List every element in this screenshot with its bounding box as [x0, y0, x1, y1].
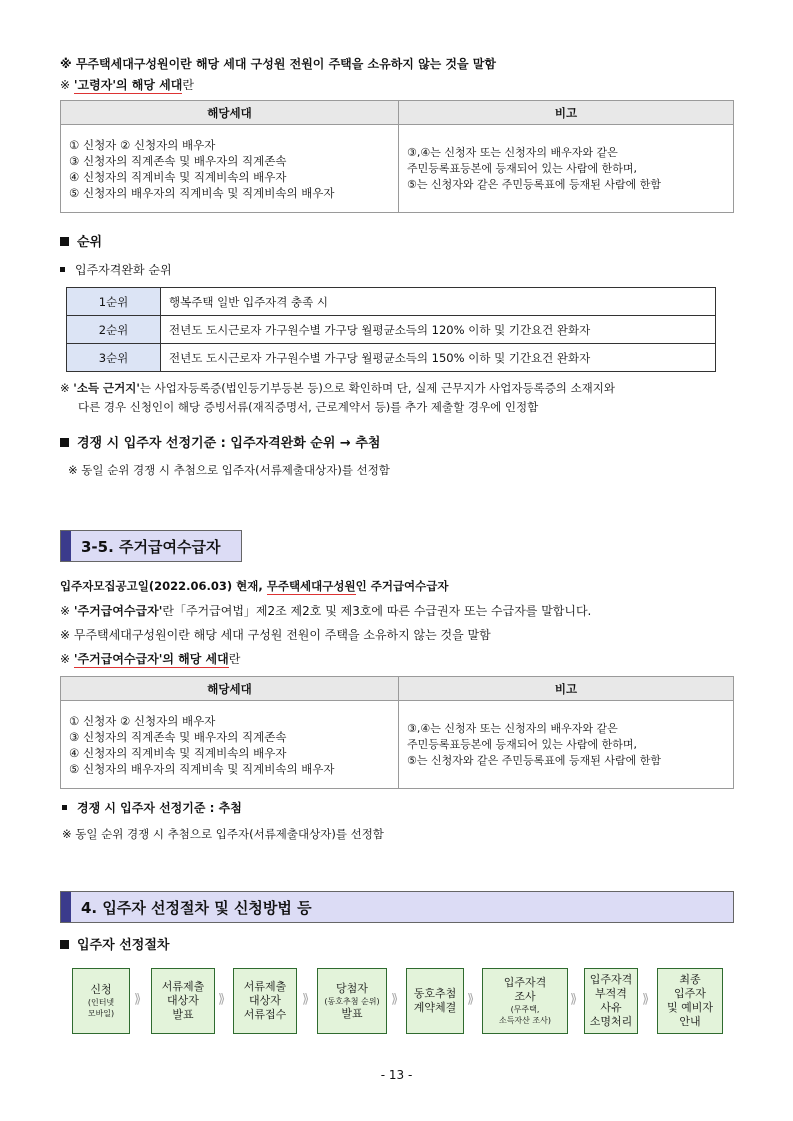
- household-line: ⑤ 신청자의 배우자의 직계비속 및 직계비속의 배우자: [69, 185, 335, 200]
- flow-step-ineligible: [584, 968, 638, 1034]
- priority-heading-text: 순위: [77, 235, 103, 250]
- flow-step-apply: [72, 968, 130, 1034]
- section-4-heading: [60, 891, 734, 923]
- flow-label: 서류접수: [243, 1008, 287, 1021]
- competition-heading-1: [60, 436, 380, 452]
- note-underlined: '고령자'의 해당 세대: [73, 78, 183, 92]
- household-line: ③ 신청자의 직계존속 및 배우자의 직계존속: [69, 153, 287, 168]
- flow-label: 안내: [679, 1015, 701, 1028]
- arrow-right-icon: ⟫: [467, 992, 475, 1007]
- note-elderly-household: [60, 77, 194, 93]
- note-bold: '소득 근거지': [73, 381, 140, 395]
- note-text: 는 사업자등록증(법인등기부등본 등)으로 확인하며 단, 실제 근무지가 사업자등록증의 소재지와: [139, 381, 616, 395]
- square-bullet-icon: [60, 237, 69, 246]
- note-suffix: 란: [228, 652, 241, 666]
- flow-label: 서류제출: [243, 980, 287, 993]
- household-line: ④ 신청자의 직계비속 및 직계비속의 배우자: [69, 745, 287, 760]
- competition-heading-2: [62, 800, 242, 816]
- table-header: 비고: [399, 101, 734, 125]
- priority-heading: [60, 235, 102, 251]
- arrow-right-icon: ⟫: [134, 992, 142, 1007]
- flow-sublabel: 소득자산 조사): [498, 1016, 552, 1025]
- note-underlined: '주거급여수급자'의 해당 세대: [73, 652, 229, 666]
- flow-label: 발표: [172, 1008, 194, 1021]
- flow-sublabel: (무주택,: [510, 1005, 540, 1014]
- section-title: 3-5. 주거급여수급자: [81, 537, 221, 556]
- income-basis-note: [60, 380, 615, 396]
- section-bar: [61, 892, 71, 922]
- arrow-right-icon: ⟫: [391, 992, 399, 1007]
- remark-line: 주민등록표등본에 등재되어 있는 사람에 한하며,: [407, 161, 638, 175]
- table-row: [67, 316, 716, 344]
- priority-table: [66, 287, 716, 372]
- section-title: 4. 입주자 선정절차 및 신청방법 등: [81, 898, 312, 917]
- rank-cell: 2순위: [67, 316, 161, 344]
- rank-desc: 전년도 도시근로자 가구원수별 가구당 월평균소득의 150% 이하 및 기간요건 완화자: [161, 344, 716, 372]
- priority-sub: [60, 262, 172, 278]
- household-list: [61, 701, 399, 789]
- note-prefix: ※: [60, 604, 74, 618]
- flow-label: 신청: [90, 983, 112, 996]
- flow-sublabel: (인터넷: [87, 998, 115, 1007]
- flow-label: 계약체결: [413, 1001, 457, 1014]
- household-line: ① 신청자 ② 신청자의 배우자: [69, 713, 216, 728]
- rank-desc: 행복주택 일반 입주자격 충족 시: [161, 288, 716, 316]
- flow-label: 입주자격: [503, 976, 547, 989]
- arrow-right-icon: ⟫: [218, 992, 226, 1007]
- flow-label: 동호추첨: [413, 987, 457, 1000]
- flow-label: 사유: [600, 1001, 622, 1014]
- flow-label: 발표: [341, 1006, 363, 1020]
- page-number: - 13 -: [380, 1068, 413, 1082]
- household-list: [61, 125, 399, 213]
- note-prefix: ※: [60, 381, 74, 395]
- remark-line: ⑤는 신청자와 같은 주민등록표에 등재된 사람에 한함: [407, 177, 661, 191]
- priority-sub-text: 입주자격완화 순위: [75, 263, 172, 277]
- flow-label: 조사: [514, 990, 536, 1003]
- flow-label: 및 예비자: [666, 1001, 713, 1014]
- competition-heading-text: 경쟁 시 입주자 선정기준 : 추첨: [77, 801, 242, 815]
- housing-household-table: [60, 676, 734, 789]
- table-row: [67, 344, 716, 372]
- elderly-household-table: [60, 100, 734, 213]
- competition-note-2: ※ 동일 순위 경쟁 시 추첨으로 입주자(서류제출대상자)를 선정함: [62, 827, 384, 841]
- flow-sublabel: (동호추첨 순위): [324, 996, 380, 1006]
- table-header: 비고: [399, 677, 734, 701]
- remark-line: 주민등록표등본에 등재되어 있는 사람에 한하며,: [407, 737, 638, 751]
- remarks: [399, 125, 734, 213]
- intro-suffix: 인 주거급여수급자: [355, 579, 449, 593]
- household-line: ③ 신청자의 직계존속 및 배우자의 직계존속: [69, 729, 287, 744]
- flow-label: 소명처리: [589, 1015, 633, 1028]
- flow-step-winner: [317, 968, 387, 1034]
- table-row: [67, 288, 716, 316]
- note-no-house: ※ 무주택세대구성원이란 해당 세대 구성원 전원이 주택을 소유하지 않는 것을 말함: [60, 57, 496, 71]
- competition-note-1: ※ 동일 순위 경쟁 시 추첨으로 입주자(서류제출대상자)를 선정함: [68, 463, 390, 477]
- flow-label: 당첨자: [336, 981, 368, 995]
- note-prefix: ※: [60, 78, 74, 92]
- selection-procedure-text: 입주자 선정절차: [77, 938, 170, 953]
- flow-label: 입주자: [674, 987, 706, 1000]
- square-bullet-icon: [60, 438, 69, 447]
- housing-household-note: [60, 651, 240, 667]
- flow-label: 대상자: [249, 994, 281, 1007]
- selection-procedure-heading: [60, 938, 169, 954]
- table-header: 해당세대: [61, 677, 399, 701]
- flow-step-doc-receive: [233, 968, 297, 1034]
- arrow-right-icon: ⟫: [570, 992, 578, 1007]
- rank-cell: 3순위: [67, 344, 161, 372]
- small-bullet-icon: [62, 805, 67, 810]
- intro-text: 입주자모집공고일(2022.06.03) 현재,: [60, 579, 267, 593]
- flow-label: 입주자격: [589, 973, 633, 986]
- remark-line: ③,④는 신청자 또는 신청자의 배우자와 같은: [407, 145, 618, 159]
- remarks: [399, 701, 734, 789]
- household-line: ④ 신청자의 직계비속 및 직계비속의 배우자: [69, 169, 287, 184]
- flow-label: 최종: [679, 973, 701, 986]
- intro-underlined: 무주택세대구성원: [266, 579, 356, 593]
- note-suffix: 란: [182, 78, 194, 92]
- arrow-right-icon: ⟫: [302, 992, 310, 1007]
- small-bullet-icon: [60, 267, 65, 272]
- flow-sublabel: 모바일): [87, 1009, 115, 1018]
- flow-label: 부적격: [595, 987, 627, 1000]
- household-line: ① 신청자 ② 신청자의 배우자: [69, 137, 216, 152]
- competition-heading-text: 경쟁 시 입주자 선정기준 : 입주자격완화 순위 → 추첨: [77, 436, 381, 451]
- housing-benefit-intro: [60, 578, 448, 594]
- flow-step-doc-announce: [151, 968, 215, 1034]
- arrow-right-icon: ⟫: [642, 992, 650, 1007]
- rank-cell: 1순위: [67, 288, 161, 316]
- section-3-5-heading: [60, 530, 242, 562]
- remark-line: ⑤는 신청자와 같은 주민등록표에 등재된 사람에 한함: [407, 753, 661, 767]
- flow-label: 대상자: [167, 994, 199, 1007]
- remark-line: ③,④는 신청자 또는 신청자의 배우자와 같은: [407, 721, 618, 735]
- square-bullet-icon: [60, 940, 69, 949]
- housing-benefit-def: [60, 603, 591, 619]
- table-header: 해당세대: [61, 101, 399, 125]
- flow-step-contract: [406, 968, 464, 1034]
- note-bold: '주거급여수급자': [73, 604, 163, 618]
- flow-step-final: [657, 968, 723, 1034]
- no-house-note-2: ※ 무주택세대구성원이란 해당 세대 구성원 전원이 주택을 소유하지 않는 것을 말함: [60, 628, 491, 642]
- flow-label: 서류제출: [161, 980, 205, 993]
- note-text: 란「주거급여법」제2조 제2호 및 제3호에 따른 수급권자 또는 수급자를 말합니다.: [162, 604, 592, 618]
- income-basis-note-2: 다른 경우 신청인이 해당 증빙서류(재직증명서, 근로계약서 등)를 추가 제출할 경우에 인정함: [78, 400, 539, 414]
- rank-desc: 전년도 도시근로자 가구원수별 가구당 월평균소득의 120% 이하 및 기간요건 완화자: [161, 316, 716, 344]
- section-bar: [61, 531, 71, 561]
- flow-step-investigation: [482, 968, 568, 1034]
- note-prefix: ※: [60, 652, 74, 666]
- household-line: ⑤ 신청자의 배우자의 직계비속 및 직계비속의 배우자: [69, 761, 335, 776]
